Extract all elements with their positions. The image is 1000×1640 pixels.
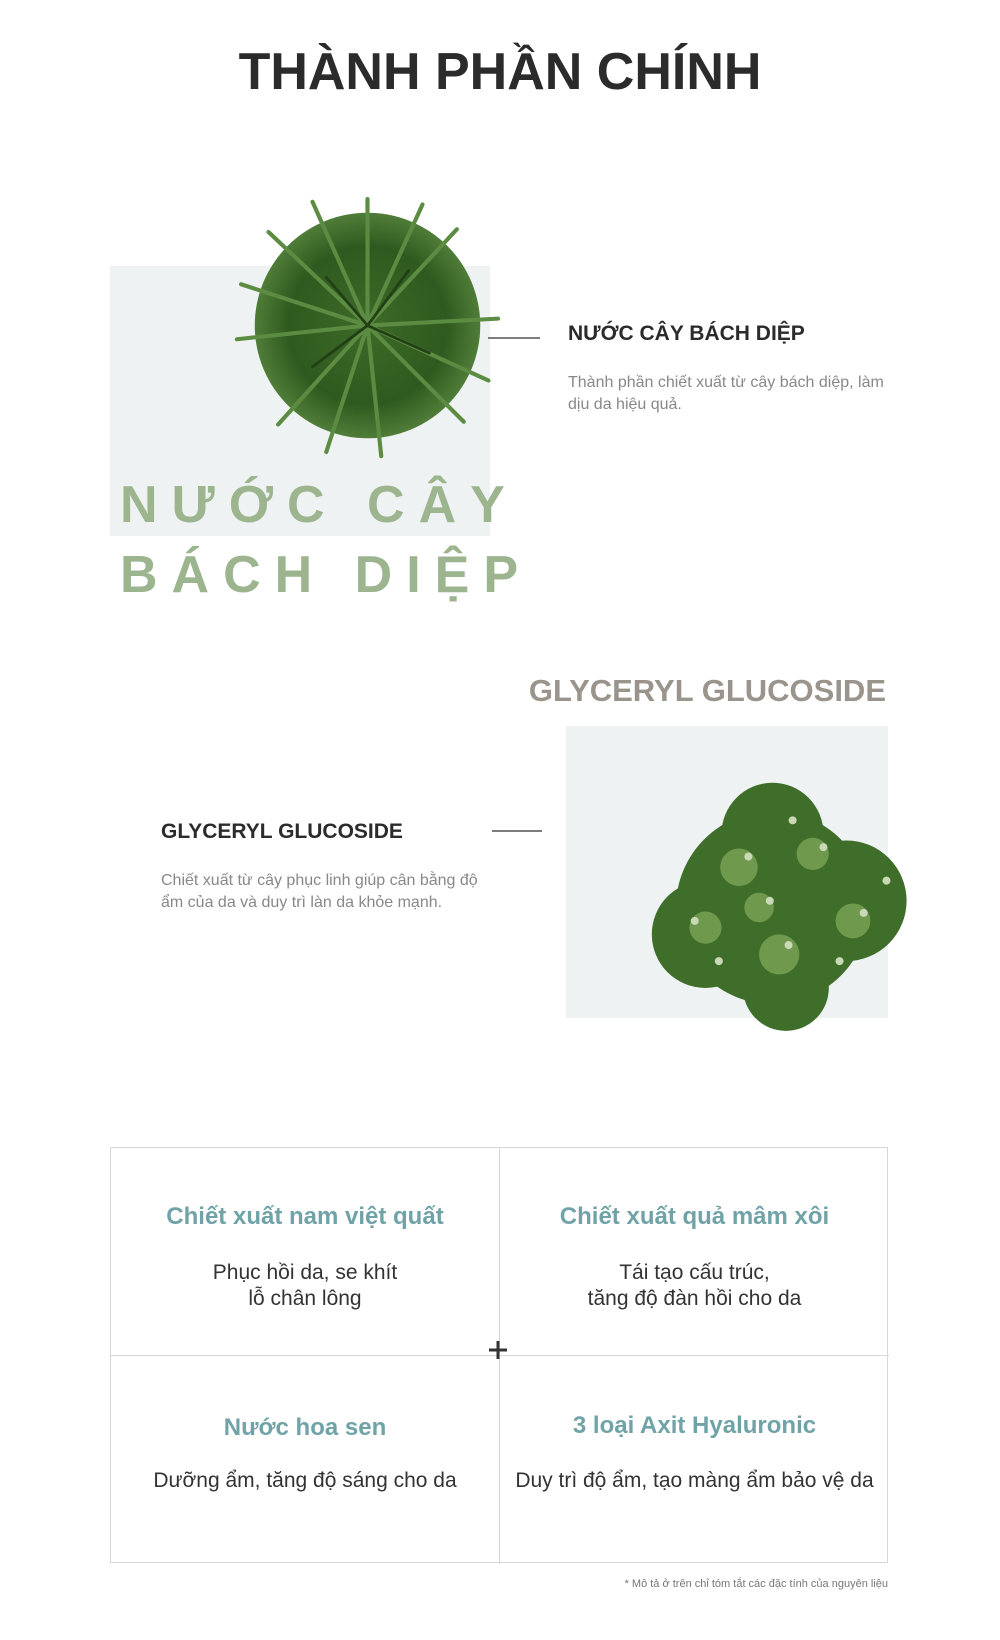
grid-cell — [111, 1148, 500, 1356]
grid-cell-title: 3 loại Axit Hyaluronic — [572, 1412, 817, 1439]
ingredient-1-big-title-line1: NƯỚC CÂY — [120, 476, 519, 534]
ingredient-1-big-title-line2: BÁCH DIỆP — [120, 546, 533, 604]
grid-cell-description: Dưỡng ẩm, tăng độ sáng cho da — [153, 1469, 457, 1492]
ingredient-1-name: NƯỚC CÂY BÁCH DIỆP — [568, 322, 805, 345]
grid-cell-title: Chiết xuất quả mâm xôi — [559, 1203, 830, 1230]
ingredient-2-name: GLYCERYL GLUCOSIDE — [161, 820, 403, 843]
ingredient-1-big-title — [120, 470, 540, 610]
footnote: * Mô tả ở trên chỉ tóm tắt các đặc tính của nguyên liệu — [624, 1578, 888, 1590]
grid-cell-description: Duy trì độ ẩm, tạo màng ẩm bảo vệ da — [515, 1469, 874, 1492]
plus-icon — [488, 1340, 508, 1360]
cypress-plant-image — [230, 188, 505, 463]
ingredient-2-big-title: GLYCERYL GLUCOSIDE — [528, 673, 886, 708]
resurrection-plant-image — [625, 770, 920, 1045]
ingredient-2-description: Chiết xuất từ cây phục linh giúp cân bằng độ ẩm của da và duy trì làn da khỏe mạnh. — [161, 872, 478, 911]
page-title: THÀNH PHẦN CHÍNH — [238, 43, 762, 101]
grid-cell-description: Tái tạo cấu trúc, tăng độ đàn hồi cho da — [587, 1261, 802, 1310]
grid-cell-title: Chiết xuất nam việt quất — [166, 1203, 444, 1230]
connector-line — [492, 830, 542, 832]
connector-line — [488, 337, 540, 339]
grid-cell — [111, 1356, 500, 1564]
grid-cell-title: Nước hoa sen — [223, 1414, 387, 1441]
grid-cell — [500, 1148, 889, 1356]
ingredient-1-description: Thành phần chiết xuất từ cây bách diệp, làm dịu da hiệu quả. — [568, 374, 884, 413]
grid-cell — [500, 1356, 889, 1564]
grid-cell-description: Phục hồi da, se khít lỗ chân lông — [212, 1261, 398, 1310]
